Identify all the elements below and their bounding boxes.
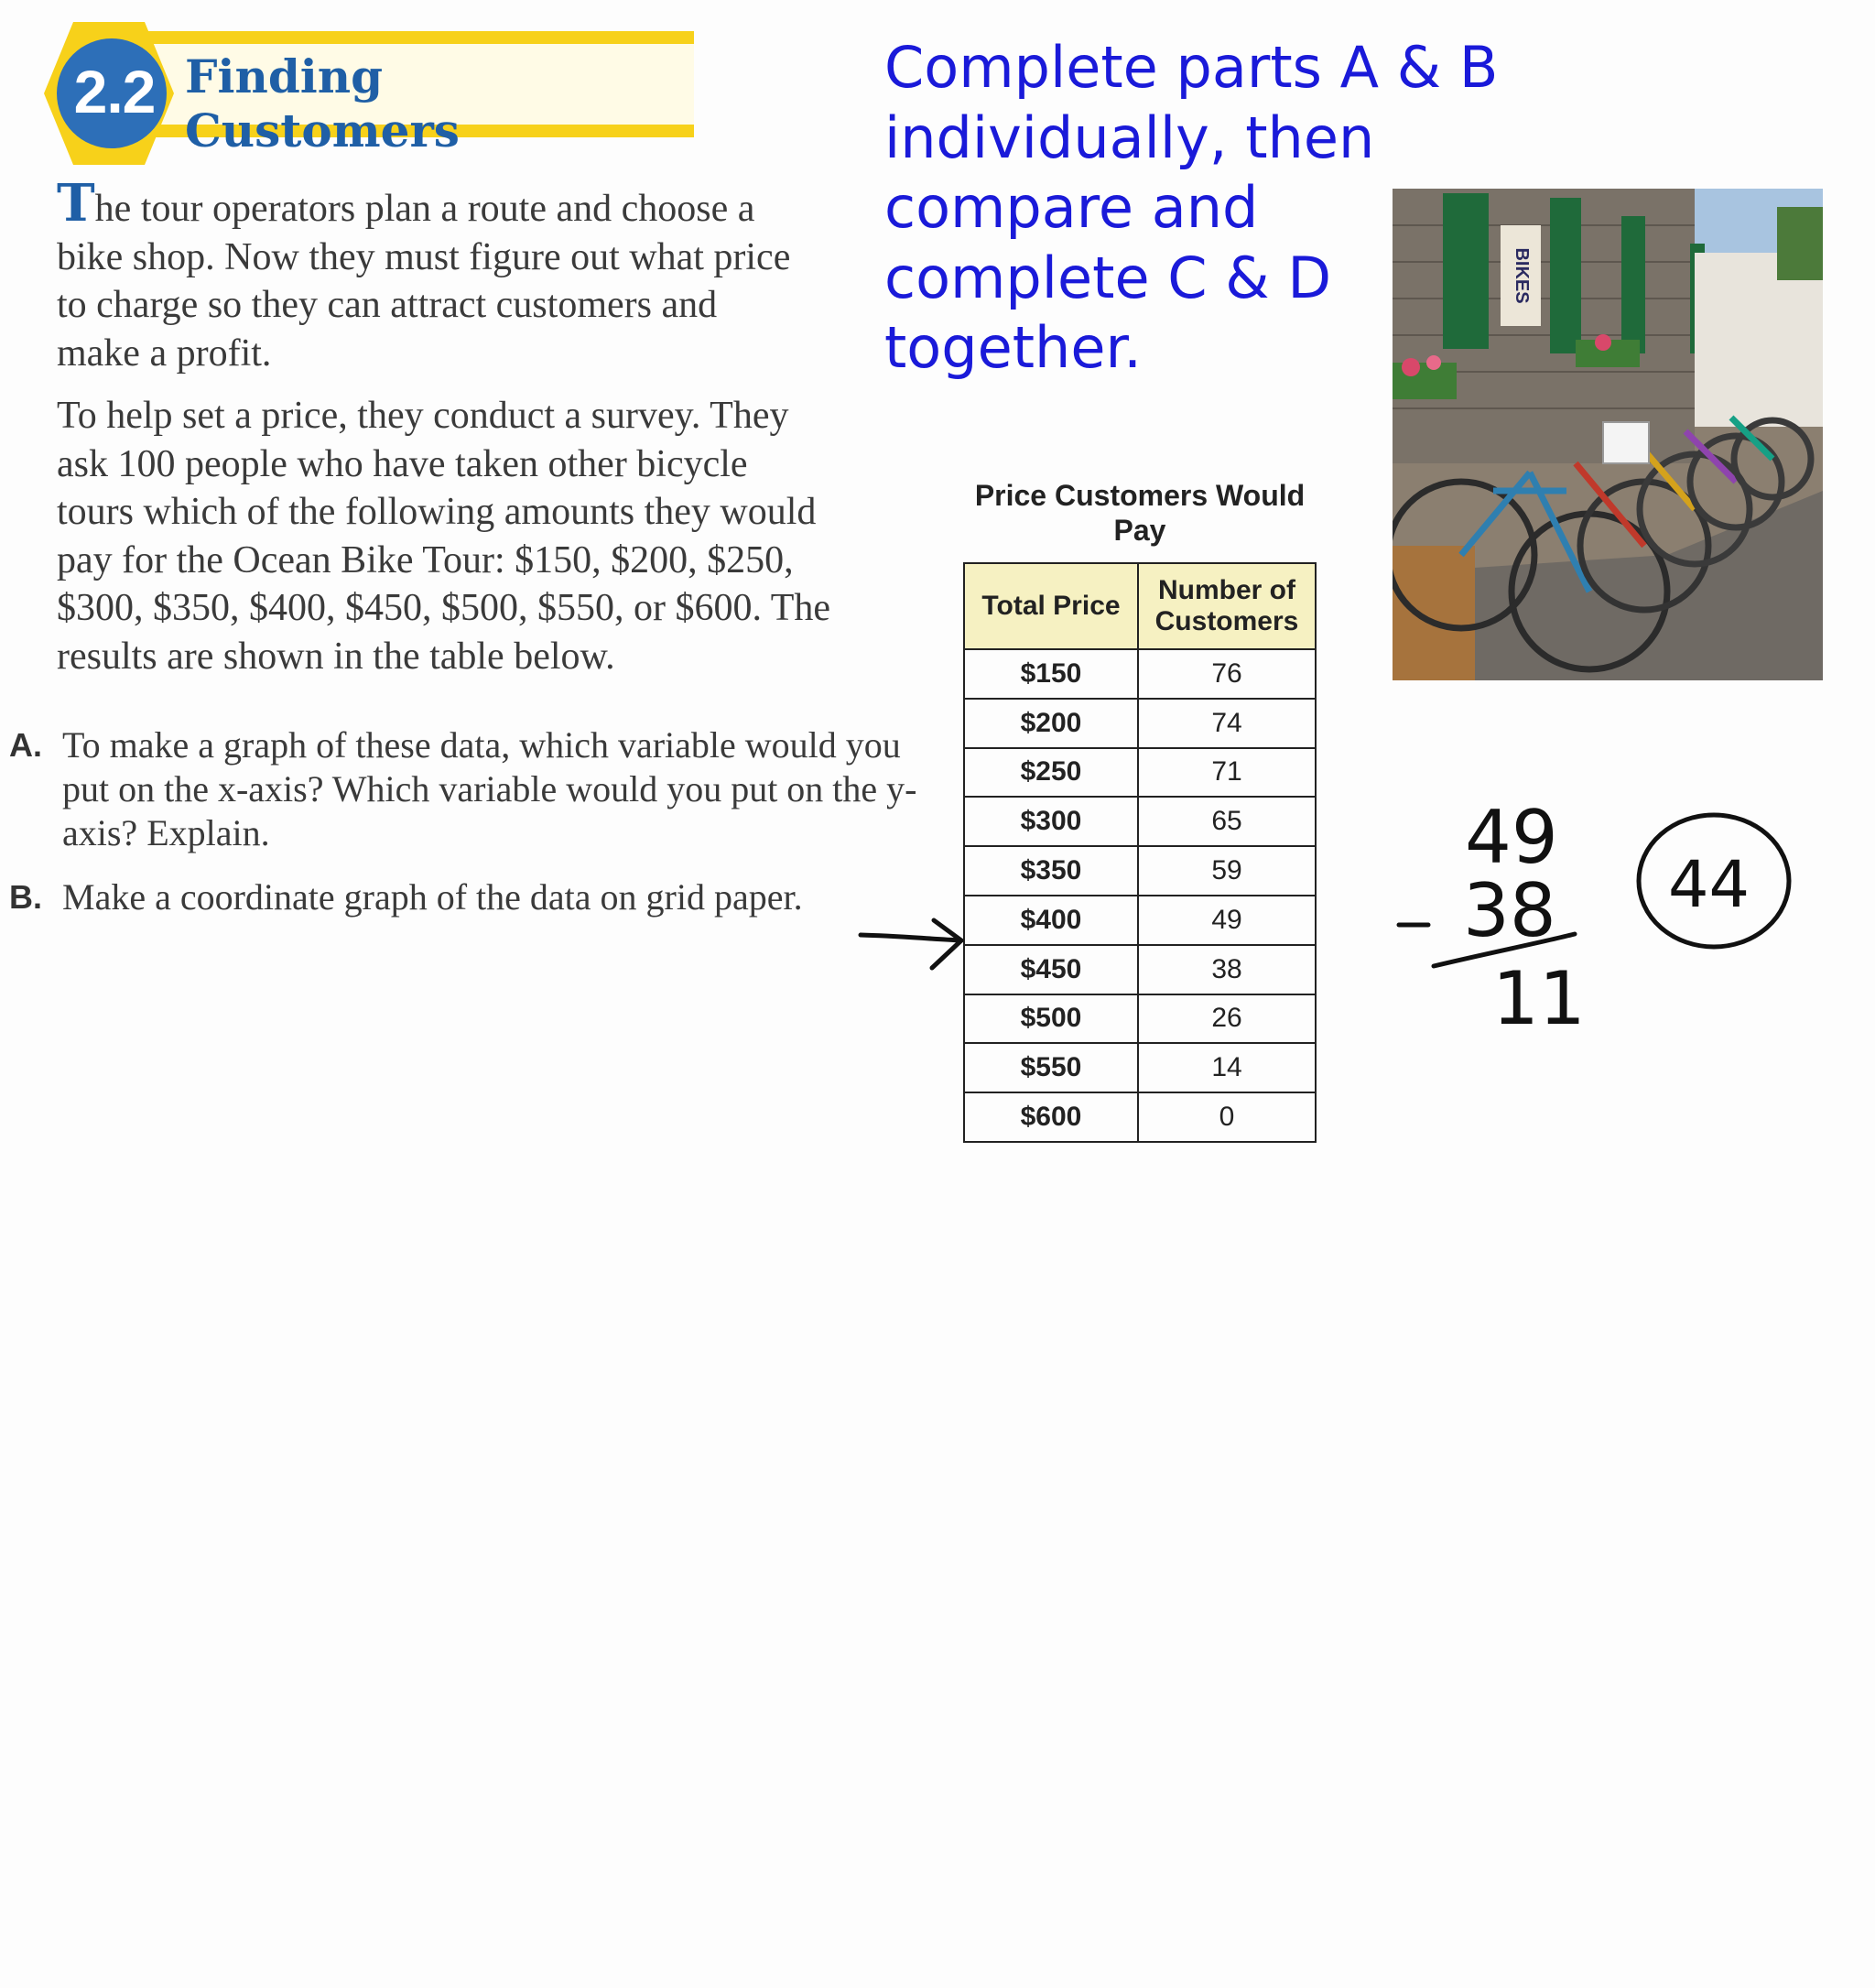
price-cell: $200 xyxy=(964,699,1138,748)
column-header-customers: Number of Customers xyxy=(1138,563,1316,649)
price-cell: $300 xyxy=(964,797,1138,846)
instruction-line: complete C & D xyxy=(884,244,1332,311)
customers-cell: 38 xyxy=(1138,945,1316,994)
table-row xyxy=(964,649,1316,699)
table-header-row xyxy=(964,563,1316,649)
subtraction-rule xyxy=(1434,934,1575,966)
bike-shop-photo xyxy=(1393,189,1823,680)
text-line: results are shown in the table below. xyxy=(57,635,615,678)
subtraction-bottom: 38 xyxy=(1463,868,1556,953)
price-cell: $500 xyxy=(964,994,1138,1044)
intro-paragraph-2 xyxy=(57,392,881,680)
price-table xyxy=(963,562,1317,1143)
text-line: tours which of the following amounts they would xyxy=(57,491,817,533)
text-line: make a profit. xyxy=(57,331,272,375)
shop-sign: BIKES xyxy=(1512,247,1532,304)
customers-cell: 76 xyxy=(1138,649,1316,699)
table-row xyxy=(964,896,1316,945)
customers-cell: 59 xyxy=(1138,846,1316,896)
column-header-price: Total Price xyxy=(964,563,1138,649)
section-header xyxy=(37,20,659,167)
customers-cell: 0 xyxy=(1138,1092,1316,1142)
price-cell: $550 xyxy=(964,1043,1138,1092)
instruction-line: individually, then xyxy=(884,103,1375,171)
price-cell: $600 xyxy=(964,1092,1138,1142)
customers-cell: 71 xyxy=(1138,748,1316,798)
customers-cell: 49 xyxy=(1138,896,1316,945)
table-title: Price Customers Would Pay xyxy=(974,479,1306,547)
text-line: To help set a price, they conduct a survey. They xyxy=(57,395,789,437)
question-label: A. xyxy=(9,726,42,764)
table-row xyxy=(964,945,1316,994)
table-row xyxy=(964,748,1316,798)
circle-mark xyxy=(1639,815,1789,947)
price-cell: $250 xyxy=(964,748,1138,798)
intro-paragraph-1 xyxy=(57,173,881,377)
question-text: Make a coordinate graph of the data on grid paper. xyxy=(62,876,803,918)
price-cell: $150 xyxy=(964,649,1138,699)
text-line: $300, $350, $400, $450, $500, $550, or $600. The xyxy=(57,587,831,629)
price-cell: $350 xyxy=(964,846,1138,896)
price-cell: $450 xyxy=(964,945,1138,994)
table-row xyxy=(964,1092,1316,1142)
text-line: bike shop. Now they must figure out what price xyxy=(57,235,791,278)
drop-cap: T xyxy=(57,173,95,234)
section-title: Finding Customers xyxy=(185,49,460,158)
customers-cell: 65 xyxy=(1138,797,1316,846)
table-row xyxy=(964,797,1316,846)
table-row xyxy=(964,846,1316,896)
price-cell: $400 xyxy=(964,896,1138,945)
table-row xyxy=(964,699,1316,748)
difference: 11 xyxy=(1492,956,1586,1041)
question-text: To make a graph of these data, which variable would you put on the x-axis? Which variable would you put on the y-axis? Explain. xyxy=(62,724,917,853)
subtraction-top: 49 xyxy=(1465,795,1558,880)
text-line: to charge so they can attract customers and xyxy=(57,284,718,326)
question-label: B. xyxy=(9,878,42,916)
table-row xyxy=(964,1043,1316,1092)
text-line-content: he tour operators plan a route and choose a xyxy=(94,188,755,230)
table-row xyxy=(964,994,1316,1044)
circled-number: 44 xyxy=(1668,847,1750,922)
instruction-line: compare and xyxy=(884,174,1259,241)
text-line: pay for the Ocean Bike Tour: $150, $200, $250, xyxy=(57,538,794,581)
instruction-line: Complete parts A & B xyxy=(884,34,1499,101)
text-line: ask 100 people who have taken other bicycle xyxy=(57,442,748,485)
instruction-line: together. xyxy=(884,314,1142,381)
text-line xyxy=(57,173,881,234)
customers-cell: 14 xyxy=(1138,1043,1316,1092)
arrow-icon xyxy=(861,920,961,968)
customers-cell: 74 xyxy=(1138,699,1316,748)
customers-cell: 26 xyxy=(1138,994,1316,1044)
section-number: 2.2 xyxy=(73,58,156,125)
